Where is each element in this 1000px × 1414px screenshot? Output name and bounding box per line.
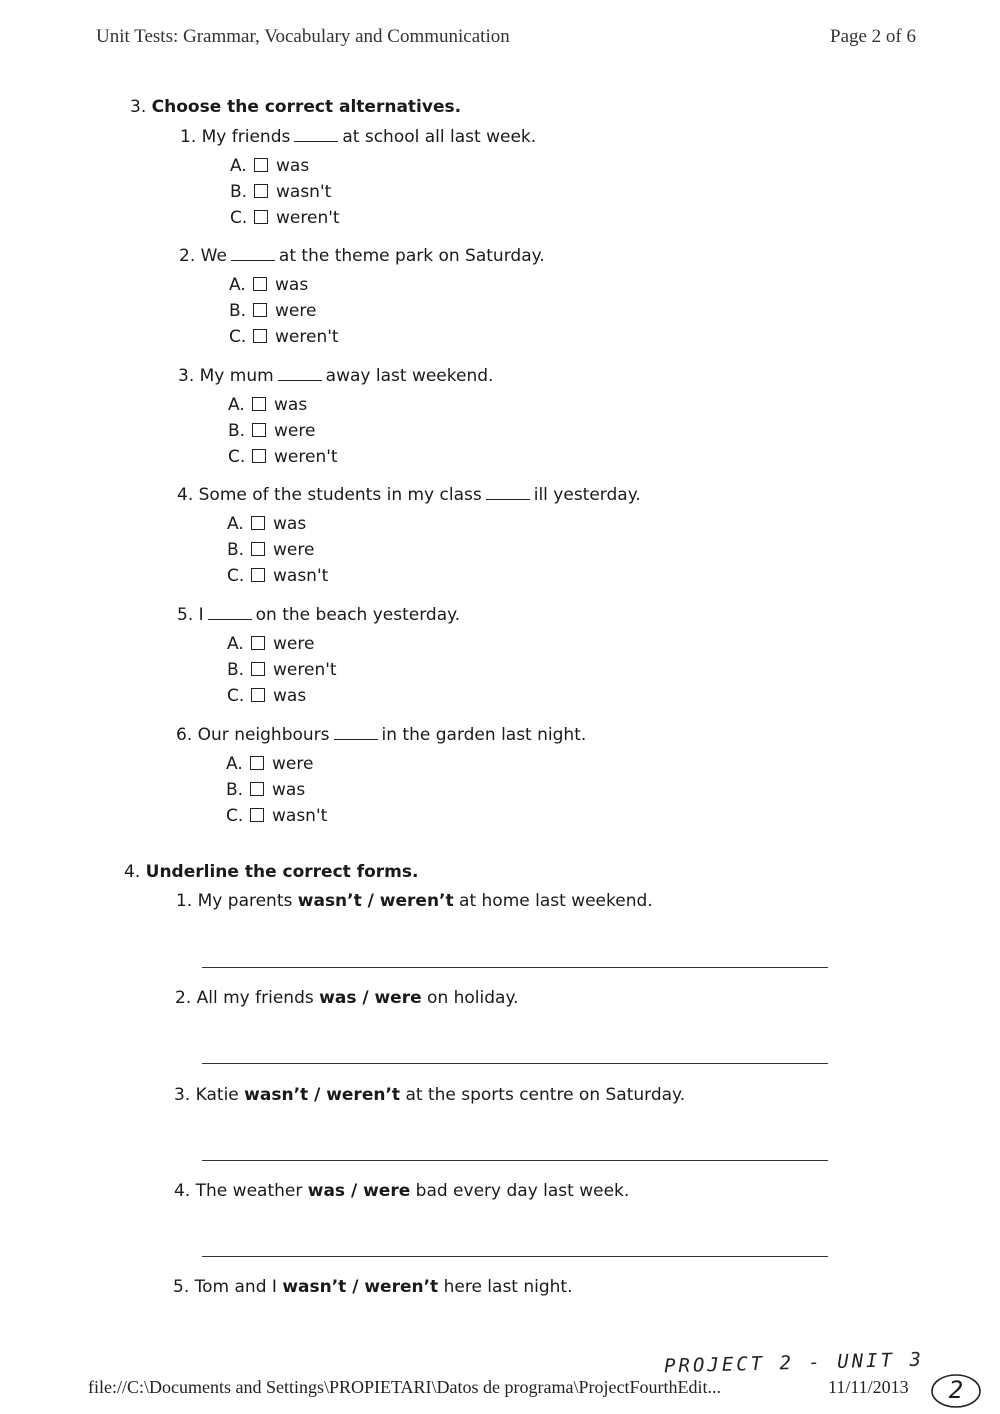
question-number: 5. [177, 605, 194, 625]
checkbox[interactable] [253, 303, 267, 317]
checkbox[interactable] [251, 636, 265, 650]
checkbox[interactable] [250, 782, 264, 796]
question-number: 1. [180, 127, 197, 147]
item-text-before: My parents [197, 891, 293, 911]
item-text-before: All my friends [196, 988, 314, 1008]
answer-option[interactable] [229, 275, 308, 295]
item-text-after: at home last weekend. [459, 891, 653, 911]
option-letter: A. [227, 634, 244, 654]
option-letter: C. [228, 447, 246, 467]
question-number: 3. [178, 366, 195, 386]
item-number: 5. [173, 1277, 190, 1297]
section-4-title: Underline the correct forms. [145, 862, 419, 882]
circled-page-mark [928, 1370, 984, 1410]
item-text-after: on holiday. [427, 988, 519, 1008]
answer-option[interactable] [230, 182, 331, 202]
answer-blank [208, 605, 252, 620]
option-text: weren't [273, 660, 337, 680]
question [178, 366, 493, 386]
option-text: weren't [276, 208, 340, 228]
option-text: was [272, 780, 306, 800]
checkbox[interactable] [253, 329, 267, 343]
underline-item [175, 988, 519, 1008]
option-letter: C. [226, 806, 244, 826]
question-text-before: We [200, 246, 227, 266]
item-number: 2. [175, 988, 192, 1008]
option-letter: B. [227, 660, 245, 680]
answer-option[interactable] [228, 395, 307, 415]
item-text-after: at the sports centre on Saturday. [405, 1085, 686, 1105]
answer-option[interactable] [229, 327, 339, 347]
answer-option[interactable] [227, 660, 337, 680]
option-letter: A. [228, 395, 245, 415]
option-text: was [273, 514, 307, 534]
question-text-before: I [198, 605, 204, 625]
answer-option[interactable] [229, 301, 316, 321]
question-text-before: My mum [199, 366, 274, 386]
item-choice[interactable]: was / were [319, 988, 422, 1008]
question-text-after: on the beach yesterday. [255, 605, 461, 625]
section-3-number: 3. [130, 97, 147, 117]
question-text-after: at school all last week. [342, 127, 537, 147]
option-letter: C. [227, 686, 245, 706]
option-text: was [273, 686, 307, 706]
item-number: 1. [176, 891, 193, 911]
answer-option[interactable] [227, 634, 314, 654]
question-text-after: in the garden last night. [381, 725, 587, 745]
question-number: 4. [177, 485, 194, 505]
question [177, 485, 641, 505]
option-text: wasn't [273, 566, 329, 586]
handwritten-note: PROJECT 2 - UNIT 3 [663, 1348, 925, 1378]
option-text: was [274, 395, 308, 415]
answer-option[interactable] [227, 686, 306, 706]
section-4-number: 4. [124, 862, 141, 882]
question [180, 127, 536, 147]
checkbox[interactable] [250, 808, 264, 822]
option-text: were [275, 301, 317, 321]
option-text: were [273, 634, 315, 654]
underline-item [174, 1085, 685, 1105]
option-text: weren't [275, 327, 339, 347]
checkbox[interactable] [251, 688, 265, 702]
question-text-after: at the theme park on Saturday. [278, 246, 545, 266]
option-text: wasn't [276, 182, 332, 202]
question-text-before: My friends [201, 127, 291, 147]
answer-option[interactable] [227, 540, 314, 560]
item-text-after: here last night. [443, 1277, 573, 1297]
option-letter: C. [229, 327, 247, 347]
question-text-after: ill yesterday. [533, 485, 641, 505]
checkbox[interactable] [252, 449, 266, 463]
underline-item [174, 1181, 629, 1201]
option-text: weren't [274, 447, 338, 467]
checkbox[interactable] [251, 516, 265, 530]
option-text: were [273, 540, 315, 560]
answer-blank [231, 246, 275, 261]
answer-blank [486, 485, 530, 500]
page-mark-number: 2 [948, 1376, 964, 1404]
option-letter: A. [227, 514, 244, 534]
underline-item [176, 891, 653, 911]
answer-option[interactable] [226, 806, 327, 826]
question-text-before: Some of the students in my class [198, 485, 482, 505]
item-choice[interactable]: wasn’t / weren’t [297, 891, 454, 911]
answer-blank [294, 127, 338, 142]
print-date: 11/11/2013 [828, 1377, 909, 1397]
section-4-heading [124, 862, 418, 882]
checkbox[interactable] [254, 184, 268, 198]
answer-option[interactable] [230, 208, 340, 228]
answer-line[interactable] [202, 1256, 828, 1257]
item-text-before: Katie [195, 1085, 239, 1105]
question [177, 605, 460, 625]
answer-blank [278, 366, 322, 381]
checkbox[interactable] [251, 542, 265, 556]
item-text-before: The weather [195, 1181, 303, 1201]
item-number: 4. [174, 1181, 191, 1201]
answer-option[interactable] [228, 447, 338, 467]
answer-option[interactable] [227, 566, 328, 586]
option-letter: B. [230, 182, 248, 202]
item-choice[interactable]: wasn’t / weren’t [244, 1085, 401, 1105]
answer-option[interactable] [227, 514, 306, 534]
checkbox[interactable] [252, 397, 266, 411]
question-text-after: away last weekend. [325, 366, 494, 386]
option-text: wasn't [272, 806, 328, 826]
question [179, 246, 545, 266]
checkbox[interactable] [251, 662, 265, 676]
answer-option[interactable] [226, 754, 313, 774]
answer-option[interactable] [226, 780, 305, 800]
item-text-before: Tom and I [194, 1277, 277, 1297]
answer-option[interactable] [228, 421, 315, 441]
checkbox[interactable] [254, 158, 268, 172]
item-number: 3. [174, 1085, 191, 1105]
checkbox[interactable] [251, 568, 265, 582]
answer-blank [334, 725, 378, 740]
checkbox[interactable] [252, 423, 266, 437]
option-text: was [275, 275, 309, 295]
option-letter: B. [226, 780, 244, 800]
section-3-title: Choose the correct alternatives. [151, 97, 462, 117]
option-letter: B. [229, 301, 247, 321]
item-choice[interactable]: was / were [307, 1181, 411, 1201]
page-number: Page 2 of 6 [830, 26, 917, 47]
option-letter: B. [228, 421, 246, 441]
question-number: 2. [179, 246, 196, 266]
underline-item [173, 1277, 573, 1297]
option-letter: A. [230, 156, 247, 176]
option-text: were [272, 754, 314, 774]
option-letter: A. [226, 754, 243, 774]
option-text: was [276, 156, 310, 176]
option-text: were [274, 421, 316, 441]
item-text-after: bad every day last week. [415, 1181, 630, 1201]
question-number: 6. [176, 725, 193, 745]
item-choice[interactable]: wasn’t / weren’t [282, 1277, 439, 1297]
option-letter: C. [227, 566, 245, 586]
option-letter: C. [230, 208, 248, 228]
checkbox[interactable] [253, 277, 267, 291]
question-text-before: Our neighbours [197, 725, 330, 745]
answer-line[interactable] [202, 967, 828, 968]
document-title: Unit Tests: Grammar, Vocabulary and Communication [96, 26, 510, 47]
option-letter: A. [229, 275, 246, 295]
option-letter: B. [227, 540, 245, 560]
answer-line[interactable] [202, 1063, 828, 1064]
answer-line[interactable] [202, 1160, 828, 1161]
section-3-heading [130, 97, 461, 117]
question [176, 725, 586, 745]
answer-option[interactable] [230, 156, 309, 176]
checkbox[interactable] [254, 210, 268, 224]
checkbox[interactable] [250, 756, 264, 770]
file-path: file://C:\Documents and Settings\PROPIETARI\Datos de programa\ProjectFourthEdit... [88, 1377, 721, 1397]
